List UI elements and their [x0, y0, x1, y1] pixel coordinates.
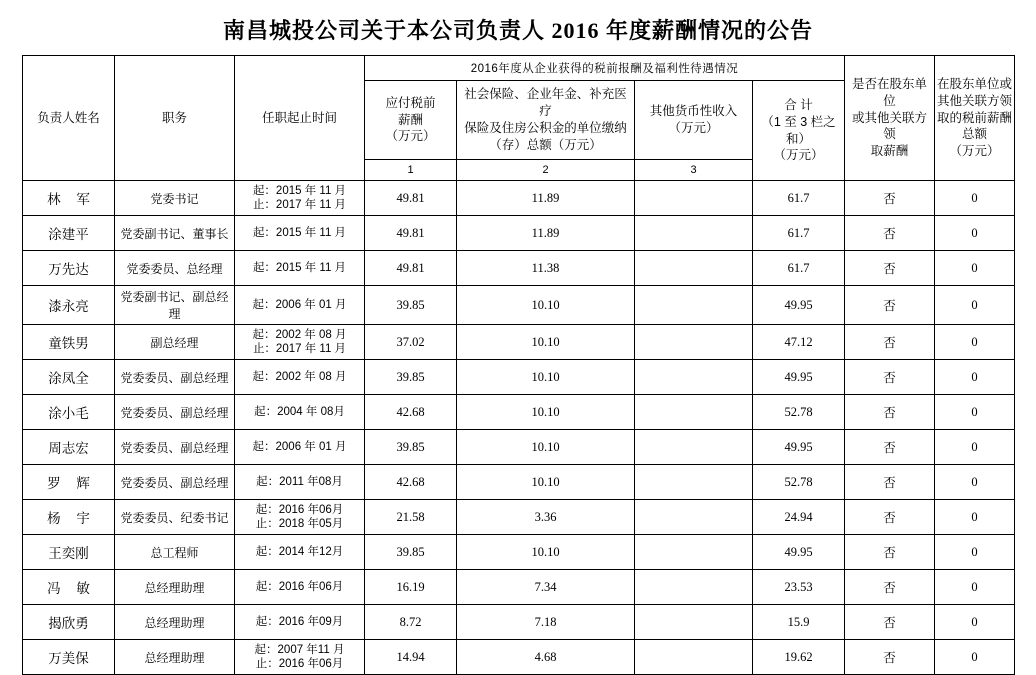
- cell-term: [235, 325, 365, 360]
- term-start: 起：2002 年 08 月: [252, 370, 347, 383]
- cell-person-name: 揭欣勇: [23, 605, 115, 640]
- cell-person-name: 冯 敏: [23, 570, 115, 605]
- cell-total: 23.53: [753, 570, 845, 605]
- header-related-line1: 在股东单位或: [937, 76, 1013, 91]
- cell-person-name: 林 军: [23, 181, 115, 216]
- table-header: [23, 56, 1015, 181]
- cell-insurance: 10.10: [457, 360, 635, 395]
- header-other-income: [635, 81, 753, 160]
- header-row-group: [23, 56, 1015, 81]
- cell-position: 党委委员、副总经理: [115, 430, 235, 465]
- cell-pretax-pay: 21.58: [365, 500, 457, 535]
- term-start: 起：2002 年 08 月: [252, 328, 347, 341]
- cell-term: [235, 500, 365, 535]
- cell-pretax-pay: 42.68: [365, 395, 457, 430]
- cell-related-amount: 0: [935, 605, 1015, 640]
- cell-term: [235, 570, 365, 605]
- cell-total: 61.7: [753, 216, 845, 251]
- cell-term: [235, 430, 365, 465]
- cell-position: 副总经理: [115, 325, 235, 360]
- cell-related-amount: 0: [935, 430, 1015, 465]
- cell-total: 24.94: [753, 500, 845, 535]
- cell-related-amount: 0: [935, 465, 1015, 500]
- header-group-compensation: 2016年度从企业获得的税前报酬及福利性待遇情况: [365, 56, 845, 81]
- cell-shareholder-pay: 否: [845, 325, 935, 360]
- cell-shareholder-pay: 否: [845, 251, 935, 286]
- cell-insurance: 10.10: [457, 286, 635, 325]
- cell-total: 49.95: [753, 360, 845, 395]
- cell-shareholder-pay: 否: [845, 395, 935, 430]
- header-total: [753, 81, 845, 181]
- cell-other-income: [635, 251, 753, 286]
- header-name: 负责人姓名: [23, 56, 115, 181]
- cell-total: 49.95: [753, 430, 845, 465]
- cell-total: 49.95: [753, 286, 845, 325]
- cell-insurance: 10.10: [457, 465, 635, 500]
- table-row: [23, 430, 1015, 465]
- cell-related-amount: 0: [935, 500, 1015, 535]
- cell-position: 总经理助理: [115, 570, 235, 605]
- cell-other-income: [635, 465, 753, 500]
- header-insurance: [457, 81, 635, 160]
- cell-position: 党委副书记、董事长: [115, 216, 235, 251]
- term-start: 起：2016 年09月: [255, 615, 344, 628]
- cell-pretax-pay: 49.81: [365, 251, 457, 286]
- cell-related-amount: 0: [935, 216, 1015, 251]
- cell-term: [235, 605, 365, 640]
- cell-pretax-pay: 39.85: [365, 286, 457, 325]
- cell-pretax-pay: 42.68: [365, 465, 457, 500]
- table-row: [23, 251, 1015, 286]
- cell-shareholder-pay: 否: [845, 430, 935, 465]
- cell-shareholder-pay: 否: [845, 640, 935, 675]
- header-insurance-line2: 保险及住房公积金的单位缴纳: [464, 121, 627, 135]
- cell-insurance: 10.10: [457, 535, 635, 570]
- table-row: [23, 216, 1015, 251]
- cell-insurance: 10.10: [457, 395, 635, 430]
- cell-related-amount: 0: [935, 570, 1015, 605]
- header-col-number-2: 2: [457, 160, 635, 181]
- cell-other-income: [635, 430, 753, 465]
- cell-position: 党委委员、纪委书记: [115, 500, 235, 535]
- cell-position: 总经理助理: [115, 605, 235, 640]
- cell-related-amount: 0: [935, 286, 1015, 325]
- table-row: [23, 360, 1015, 395]
- header-related-line4: 总额: [962, 127, 988, 142]
- cell-other-income: [635, 325, 753, 360]
- term-start: 起：2016 年06月: [255, 580, 344, 593]
- cell-other-income: [635, 570, 753, 605]
- header-post: 职务: [115, 56, 235, 181]
- table-row: [23, 465, 1015, 500]
- cell-pretax-pay: 16.19: [365, 570, 457, 605]
- cell-person-name: 周志宏: [23, 430, 115, 465]
- header-insurance-line1: 社会保险、企业年金、补充医疗: [464, 87, 627, 119]
- cell-shareholder-pay: 否: [845, 216, 935, 251]
- cell-position: 党委副书记、副总经理: [115, 286, 235, 325]
- cell-related-amount: 0: [935, 251, 1015, 286]
- cell-pretax-pay: 14.94: [365, 640, 457, 675]
- cell-person-name: 万先达: [23, 251, 115, 286]
- cell-insurance: 11.89: [457, 181, 635, 216]
- cell-term: [235, 251, 365, 286]
- cell-insurance: 7.34: [457, 570, 635, 605]
- header-related-line5: （万元）: [949, 144, 1000, 159]
- term-start: 起：2004 年 08月: [254, 405, 345, 418]
- header-shareholder-pay: [845, 56, 935, 181]
- executive-compensation-table: [22, 55, 1015, 675]
- cell-other-income: [635, 286, 753, 325]
- table-row: [23, 325, 1015, 360]
- table-row: [23, 395, 1015, 430]
- cell-term: [235, 535, 365, 570]
- cell-person-name: 涂凤全: [23, 360, 115, 395]
- cell-term: [235, 640, 365, 675]
- cell-term: [235, 395, 365, 430]
- cell-person-name: 涂建平: [23, 216, 115, 251]
- cell-insurance: 11.89: [457, 216, 635, 251]
- cell-shareholder-pay: 否: [845, 465, 935, 500]
- cell-person-name: 漆永亮: [23, 286, 115, 325]
- header-total-line4: （万元）: [773, 148, 824, 163]
- term-end: 止：2018 年05月: [255, 518, 344, 530]
- header-pay-line3: （万元）: [385, 129, 436, 144]
- cell-other-income: [635, 181, 753, 216]
- cell-insurance: 3.36: [457, 500, 635, 535]
- cell-pretax-pay: 37.02: [365, 325, 457, 360]
- table-row: [23, 500, 1015, 535]
- header-shareholder-line2: 或其他关联方领: [852, 110, 928, 142]
- cell-position: 总工程师: [115, 535, 235, 570]
- header-pay-line2: 薪酬: [397, 112, 423, 127]
- header-total-line3: 和）: [786, 131, 812, 146]
- header-pay-line1: 应付税前: [385, 95, 436, 110]
- table-body: [23, 181, 1015, 675]
- cell-pretax-pay: 49.81: [365, 216, 457, 251]
- cell-total: 15.9: [753, 605, 845, 640]
- cell-person-name: 涂小毛: [23, 395, 115, 430]
- header-other-line2: （万元）: [668, 121, 719, 135]
- term-end: 止：2017 年 11 月: [252, 199, 347, 211]
- cell-insurance: 7.18: [457, 605, 635, 640]
- cell-related-amount: 0: [935, 360, 1015, 395]
- cell-total: 47.12: [753, 325, 845, 360]
- cell-other-income: [635, 360, 753, 395]
- table-row: [23, 570, 1015, 605]
- cell-insurance: 11.38: [457, 251, 635, 286]
- term-start: 起：2015 年 11 月: [252, 261, 347, 274]
- header-other-line1: 其他货币性收入: [649, 104, 738, 119]
- header-shareholder-line1: 是否在股东单位: [852, 76, 928, 108]
- cell-other-income: [635, 216, 753, 251]
- term-start: 起：2015 年 11 月: [252, 226, 347, 239]
- cell-term: [235, 286, 365, 325]
- term-start: 起：2015 年 11 月: [252, 184, 347, 197]
- cell-related-amount: 0: [935, 535, 1015, 570]
- cell-related-amount: 0: [935, 181, 1015, 216]
- cell-position: 总经理助理: [115, 640, 235, 675]
- header-col-number-3: 3: [635, 160, 753, 181]
- cell-term: [235, 181, 365, 216]
- cell-shareholder-pay: 否: [845, 605, 935, 640]
- cell-pretax-pay: 39.85: [365, 360, 457, 395]
- table-row: [23, 181, 1015, 216]
- header-related-line2: 其他关联方领: [937, 93, 1013, 108]
- header-col-number-1: 1: [365, 160, 457, 181]
- header-pretax-pay: [365, 81, 457, 160]
- cell-position: 党委书记: [115, 181, 235, 216]
- cell-related-amount: 0: [935, 395, 1015, 430]
- cell-related-amount: 0: [935, 325, 1015, 360]
- cell-other-income: [635, 640, 753, 675]
- header-total-line1: 合 计: [784, 97, 813, 112]
- cell-position: 党委委员、副总经理: [115, 360, 235, 395]
- cell-total: 52.78: [753, 395, 845, 430]
- cell-total: 19.62: [753, 640, 845, 675]
- cell-total: 52.78: [753, 465, 845, 500]
- cell-other-income: [635, 535, 753, 570]
- cell-shareholder-pay: 否: [845, 535, 935, 570]
- term-start: 起：2006 年 01 月: [252, 440, 347, 453]
- table-row: [23, 286, 1015, 325]
- table-row: [23, 640, 1015, 675]
- term-end: 止：2016 年06月: [255, 658, 344, 670]
- header-term: 任职起止时间: [235, 56, 365, 181]
- cell-pretax-pay: 39.85: [365, 535, 457, 570]
- cell-position: 党委委员、副总经理: [115, 465, 235, 500]
- table-row: [23, 535, 1015, 570]
- cell-shareholder-pay: 否: [845, 181, 935, 216]
- cell-insurance: 4.68: [457, 640, 635, 675]
- header-related-line3: 取的税前薪酬: [937, 110, 1013, 125]
- cell-total: 49.95: [753, 535, 845, 570]
- cell-person-name: 万美保: [23, 640, 115, 675]
- cell-person-name: 杨 宇: [23, 500, 115, 535]
- term-start: 起：2011 年08月: [256, 475, 343, 488]
- cell-shareholder-pay: 否: [845, 570, 935, 605]
- cell-pretax-pay: 49.81: [365, 181, 457, 216]
- cell-shareholder-pay: 否: [845, 286, 935, 325]
- term-start: 起：2006 年 01 月: [252, 298, 347, 311]
- cell-person-name: 王奕刚: [23, 535, 115, 570]
- cell-position: 党委委员、总经理: [115, 251, 235, 286]
- cell-shareholder-pay: 否: [845, 500, 935, 535]
- header-insurance-line3: （存）总额（万元）: [489, 137, 602, 152]
- term-start: 起：2007 年11 月: [254, 643, 345, 656]
- cell-related-amount: 0: [935, 640, 1015, 675]
- term-start: 起：2014 年12月: [255, 545, 344, 558]
- cell-term: [235, 360, 365, 395]
- cell-term: [235, 465, 365, 500]
- cell-pretax-pay: 39.85: [365, 430, 457, 465]
- cell-insurance: 10.10: [457, 325, 635, 360]
- cell-term: [235, 216, 365, 251]
- cell-other-income: [635, 395, 753, 430]
- table-container: [0, 55, 1036, 675]
- header-total-line2: （1 至 3 栏之: [761, 114, 836, 129]
- cell-shareholder-pay: 否: [845, 360, 935, 395]
- cell-other-income: [635, 605, 753, 640]
- cell-person-name: 罗 辉: [23, 465, 115, 500]
- cell-total: 61.7: [753, 251, 845, 286]
- header-shareholder-line3: 取薪酬: [870, 144, 909, 159]
- header-related-amount: [935, 56, 1015, 181]
- cell-other-income: [635, 500, 753, 535]
- cell-position: 党委委员、副总经理: [115, 395, 235, 430]
- cell-insurance: 10.10: [457, 430, 635, 465]
- page-title: 南昌城投公司关于本公司负责人 2016 年度薪酬情况的公告: [222, 18, 813, 43]
- cell-pretax-pay: 8.72: [365, 605, 457, 640]
- cell-person-name: 童铁男: [23, 325, 115, 360]
- term-end: 止：2017 年 11 月: [252, 343, 347, 355]
- term-start: 起：2016 年06月: [255, 503, 344, 516]
- cell-total: 61.7: [753, 181, 845, 216]
- table-row: [23, 605, 1015, 640]
